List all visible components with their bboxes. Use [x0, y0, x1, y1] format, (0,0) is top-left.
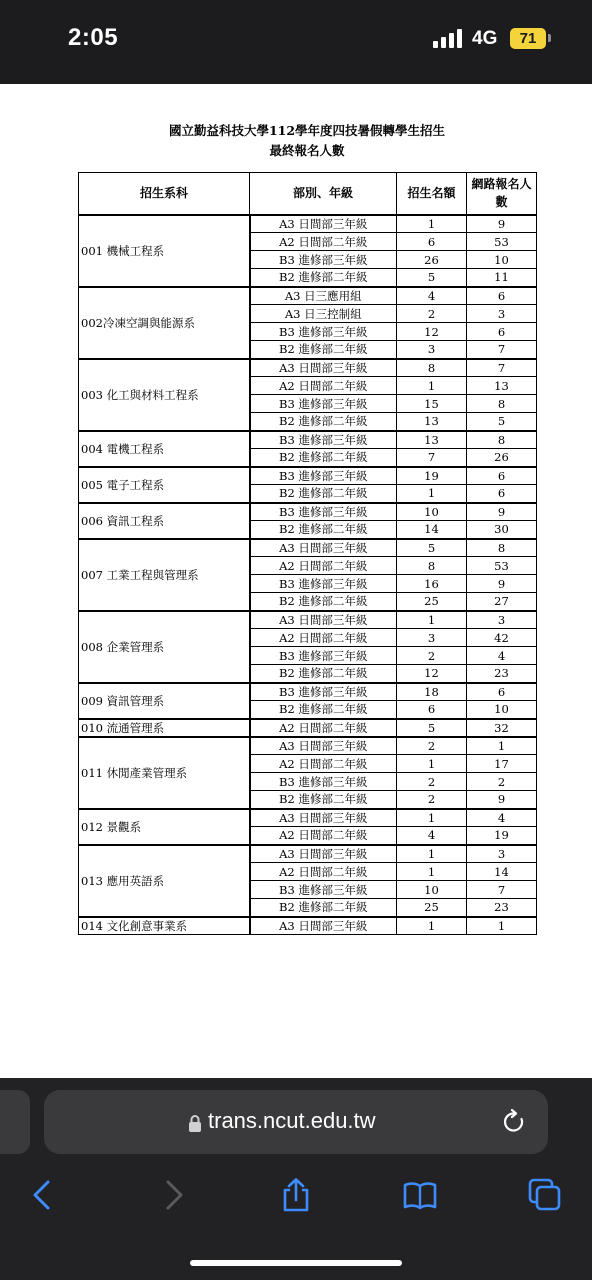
grade-cell: B2 進修部二年級 — [250, 341, 397, 359]
quota-cell: 2 — [397, 305, 467, 323]
applicants-cell: 4 — [467, 647, 537, 665]
grade-cell: B2 進修部二年級 — [250, 449, 397, 467]
table-header-row — [79, 173, 537, 215]
lock-icon — [188, 1114, 202, 1132]
applicants-cell: 11 — [467, 269, 537, 287]
applicants-cell: 7 — [467, 341, 537, 359]
applicants-cell: 9 — [467, 215, 537, 233]
grade-cell: A3 日間部三年級 — [250, 359, 397, 377]
signal-strength-icon — [433, 28, 463, 48]
browser-toolbar — [0, 1078, 592, 1280]
table-body — [79, 215, 537, 935]
status-bar — [0, 0, 592, 84]
table-row — [79, 359, 537, 377]
grade-cell: B3 進修部三年級 — [250, 773, 397, 791]
department-name: 012 景觀系 — [79, 809, 250, 845]
department-name: 006 資訊工程系 — [79, 503, 250, 539]
back-icon[interactable] — [26, 1178, 60, 1212]
department-name: 004 電機工程系 — [79, 431, 250, 467]
title-line-1: 國立勤益科技大學112學年度四技暑假轉學生招生 — [168, 123, 446, 138]
grade-cell: B3 進修部三年級 — [250, 431, 397, 449]
tabs-icon[interactable] — [528, 1178, 562, 1212]
applicants-cell: 3 — [467, 845, 537, 863]
previous-tab-peek[interactable] — [0, 1090, 30, 1154]
header-grade: 部別、年級 — [250, 173, 397, 215]
grade-cell: A2 日間部二年級 — [250, 557, 397, 575]
battery-icon: 71 — [510, 28, 546, 49]
quota-cell: 10 — [397, 503, 467, 521]
grade-cell: A3 日間部三年級 — [250, 809, 397, 827]
applicants-cell: 19 — [467, 827, 537, 845]
quota-cell: 5 — [397, 269, 467, 287]
applicants-cell: 53 — [467, 557, 537, 575]
applicants-cell: 9 — [467, 791, 537, 809]
quota-cell: 3 — [397, 629, 467, 647]
quota-cell: 8 — [397, 359, 467, 377]
share-icon[interactable] — [279, 1178, 313, 1212]
forward-icon[interactable] — [156, 1178, 190, 1212]
grade-cell: A2 日間部二年級 — [250, 629, 397, 647]
department-name: 005 電子工程系 — [79, 467, 250, 503]
grade-cell: B2 進修部二年級 — [250, 665, 397, 683]
table-row — [79, 611, 537, 629]
quota-cell: 1 — [397, 845, 467, 863]
grade-cell: B3 進修部三年級 — [250, 323, 397, 341]
bookmarks-icon[interactable] — [403, 1178, 437, 1212]
header-quota: 招生名額 — [397, 173, 467, 215]
table-row — [79, 683, 537, 701]
applicants-cell: 9 — [467, 503, 537, 521]
applicants-cell: 5 — [467, 413, 537, 431]
url-text[interactable]: trans.ncut.edu.tw — [208, 1108, 376, 1133]
department-name: 009 資訊管理系 — [79, 683, 250, 719]
applicants-cell: 3 — [467, 611, 537, 629]
grade-cell: B3 進修部三年級 — [250, 881, 397, 899]
applicants-cell: 30 — [467, 521, 537, 539]
quota-cell: 12 — [397, 665, 467, 683]
applicants-cell: 1 — [467, 917, 537, 935]
applicants-cell: 1 — [467, 737, 537, 755]
quota-cell: 6 — [397, 701, 467, 719]
quota-cell: 1 — [397, 215, 467, 233]
grade-cell: A2 日間部二年級 — [250, 863, 397, 881]
address-bar[interactable] — [44, 1090, 548, 1154]
department-name: 002冷凍空調與能源系 — [79, 287, 250, 359]
quota-cell: 1 — [397, 755, 467, 773]
table-row — [79, 431, 537, 449]
applicants-cell: 32 — [467, 719, 537, 737]
table-row — [79, 215, 537, 233]
grade-cell: B3 進修部三年級 — [250, 467, 397, 485]
quota-cell: 1 — [397, 377, 467, 395]
applicants-cell: 14 — [467, 863, 537, 881]
reload-icon[interactable] — [501, 1109, 527, 1135]
quota-cell: 18 — [397, 683, 467, 701]
grade-cell: A2 日間部二年級 — [250, 827, 397, 845]
department-name: 008 企業管理系 — [79, 611, 250, 683]
quota-cell: 12 — [397, 323, 467, 341]
quota-cell: 7 — [397, 449, 467, 467]
department-name: 003 化工與材料工程系 — [79, 359, 250, 431]
grade-cell: B2 進修部二年級 — [250, 521, 397, 539]
quota-cell: 2 — [397, 791, 467, 809]
quota-cell: 1 — [397, 863, 467, 881]
applicants-cell: 8 — [467, 431, 537, 449]
quota-cell: 1 — [397, 611, 467, 629]
applicants-cell: 6 — [467, 323, 537, 341]
applicants-cell: 10 — [467, 701, 537, 719]
table-row — [79, 719, 537, 737]
enrollment-table — [78, 172, 537, 935]
title-line-2: 最終報名人數 — [269, 143, 345, 158]
quota-cell: 16 — [397, 575, 467, 593]
grade-cell: B2 進修部二年級 — [250, 269, 397, 287]
grade-cell: B3 進修部三年級 — [250, 251, 397, 269]
table-row — [79, 845, 537, 863]
grade-cell: A3 日三應用組 — [250, 287, 397, 305]
applicants-cell: 42 — [467, 629, 537, 647]
grade-cell: B3 進修部三年級 — [250, 395, 397, 413]
department-name: 010 流通管理系 — [79, 719, 250, 737]
applicants-cell: 26 — [467, 449, 537, 467]
grade-cell: B2 進修部二年級 — [250, 791, 397, 809]
department-name: 007 工業工程與管理系 — [79, 539, 250, 611]
quota-cell: 25 — [397, 593, 467, 611]
quota-cell: 13 — [397, 431, 467, 449]
applicants-cell: 6 — [467, 683, 537, 701]
grade-cell: A2 日間部二年級 — [250, 233, 397, 251]
applicants-cell: 3 — [467, 305, 537, 323]
applicants-cell: 6 — [467, 467, 537, 485]
applicants-cell: 27 — [467, 593, 537, 611]
quota-cell: 1 — [397, 917, 467, 935]
table-row — [79, 809, 537, 827]
grade-cell: B2 進修部二年級 — [250, 701, 397, 719]
quota-cell: 1 — [397, 809, 467, 827]
quota-cell: 10 — [397, 881, 467, 899]
applicants-cell: 23 — [467, 899, 537, 917]
table-row — [79, 503, 537, 521]
table-row — [79, 467, 537, 485]
grade-cell: B2 進修部二年級 — [250, 413, 397, 431]
quota-cell: 19 — [397, 467, 467, 485]
grade-cell: B3 進修部三年級 — [250, 575, 397, 593]
grade-cell: A2 日間部二年級 — [250, 377, 397, 395]
applicants-cell: 7 — [467, 359, 537, 377]
grade-cell: B3 進修部三年級 — [250, 647, 397, 665]
grade-cell: A3 日間部三年級 — [250, 215, 397, 233]
grade-cell: A2 日間部二年級 — [250, 719, 397, 737]
quota-cell: 14 — [397, 521, 467, 539]
quota-cell: 4 — [397, 827, 467, 845]
quota-cell: 2 — [397, 773, 467, 791]
applicants-cell: 10 — [467, 251, 537, 269]
quota-cell: 25 — [397, 899, 467, 917]
table-row — [79, 287, 537, 305]
applicants-cell: 8 — [467, 539, 537, 557]
applicants-cell: 4 — [467, 809, 537, 827]
document-view[interactable] — [0, 84, 592, 1078]
quota-cell: 26 — [397, 251, 467, 269]
department-name: 011 休閒產業管理系 — [79, 737, 250, 809]
department-name: 014 文化創意事業系 — [79, 917, 250, 935]
document-title — [0, 121, 592, 161]
grade-cell: A3 日間部三年級 — [250, 737, 397, 755]
grade-cell: B2 進修部二年級 — [250, 899, 397, 917]
quota-cell: 1 — [397, 485, 467, 503]
quota-cell: 2 — [397, 647, 467, 665]
header-applicants: 網路報名人數 — [467, 173, 537, 215]
grade-cell: A2 日間部二年級 — [250, 755, 397, 773]
quota-cell: 6 — [397, 233, 467, 251]
quota-cell: 8 — [397, 557, 467, 575]
table-row — [79, 539, 537, 557]
department-name: 013 應用英語系 — [79, 845, 250, 917]
applicants-cell: 23 — [467, 665, 537, 683]
quota-cell: 5 — [397, 719, 467, 737]
network-type: 4G — [472, 28, 498, 49]
grade-cell: A3 日間部三年級 — [250, 539, 397, 557]
quota-cell: 13 — [397, 413, 467, 431]
applicants-cell: 53 — [467, 233, 537, 251]
quota-cell: 5 — [397, 539, 467, 557]
battery-cap — [548, 34, 551, 42]
quota-cell: 3 — [397, 341, 467, 359]
grade-cell: A3 日間部三年級 — [250, 611, 397, 629]
table-row — [79, 737, 537, 755]
applicants-cell: 8 — [467, 395, 537, 413]
department-name: 001 機械工程系 — [79, 215, 250, 287]
table-row — [79, 917, 537, 935]
quota-cell: 4 — [397, 287, 467, 305]
status-time: 2:05 — [68, 24, 119, 51]
header-dept: 招生系科 — [79, 173, 250, 215]
grade-cell: B3 進修部三年級 — [250, 503, 397, 521]
quota-cell: 2 — [397, 737, 467, 755]
home-indicator — [190, 1260, 402, 1266]
quota-cell: 15 — [397, 395, 467, 413]
grade-cell: A3 日三控制組 — [250, 305, 397, 323]
applicants-cell: 9 — [467, 575, 537, 593]
applicants-cell: 13 — [467, 377, 537, 395]
grade-cell: B3 進修部三年級 — [250, 683, 397, 701]
applicants-cell: 2 — [467, 773, 537, 791]
applicants-cell: 6 — [467, 287, 537, 305]
applicants-cell: 7 — [467, 881, 537, 899]
grade-cell: A3 日間部三年級 — [250, 917, 397, 935]
applicants-cell: 6 — [467, 485, 537, 503]
grade-cell: B2 進修部二年級 — [250, 593, 397, 611]
grade-cell: B2 進修部二年級 — [250, 485, 397, 503]
applicants-cell: 17 — [467, 755, 537, 773]
grade-cell: A3 日間部三年級 — [250, 845, 397, 863]
